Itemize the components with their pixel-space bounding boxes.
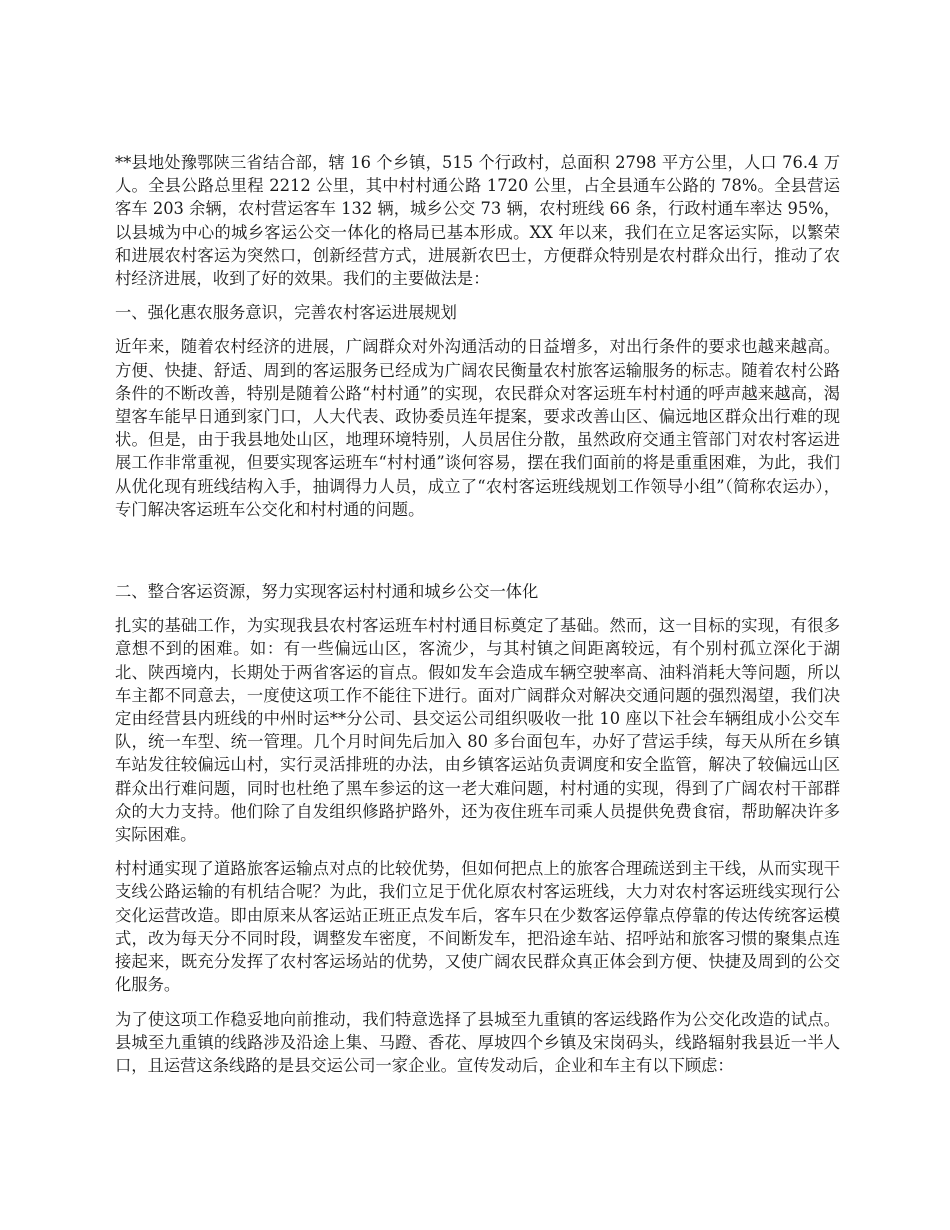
section-heading-1: 一、强化惠农服务意识，完善农村客运进展规划: [115, 303, 457, 323]
section-2-paragraph-2: 村村通实现了道路旅客运输点对点的比较优势，但如何把点上的旅客合理疏送到主干线，从而实现干支线公路运输的有机结合呢？为此，我们立足于优化原农村客运班线，大力对农村客运班线实现行公交化运营改造。即由原来从客运站正班正点发车后，客车只在少数客运停靠点停靠的传达传统客运模式，改为每天分不同时段，调整发车密度，不间断发车，把沿途车站、招呼站和旅客习惯的聚集点连接起来，既充分发挥了农村客运场站的优势，又使广阔农民群众真正体会到方便、快捷及周到的公交化服务。: [115, 859, 840, 995]
document-body: [115, 151, 840, 1088]
section-heading-2: 二、整合客运资源，努力实现客运村村通和城乡公交一体化: [115, 582, 539, 602]
section-1-paragraph: 近年来，随着农村经济的进展，广阔群众对外沟通活动的日益增多，对出行条件的要求也越来越高。方便、快捷、舒适、周到的客运服务已经成为广阔农民衡量农村旅客运输服务的标志。随着农村公路条件的不断改善，特别是随着公路“村村通”的实现，农民群众对客运班车村村通的呼声越来越高，渴望客车能早日通到家门口，人大代表、政协委员连年提案，要求改善山区、偏远地区群众出行难的现状。但是，由于我县地处山区，地理环境特别，人员居住分散，虽然政府交通主管部门对农村客运进展工作非常重视，但要实现客运班车“村村通”谈何容易，摆在我们面前的将是重重困难，为此，我们从优化现有班线结构入手，抽调得力人员，成立了“农村客运班线规划工作领导小组”（简称农运办），专门解决客运班车公交化和村村通的问题。: [115, 337, 840, 519]
section-2-paragraph-1: 扎实的基础工作，为实现我县农村客运班车村村通目标奠定了基础。然而，这一目标的实现，有很多意想不到的困难。如：有一些偏远山区，客流少，与其村镇之间距离较远，有个别村孤立深化于湖北、陕西境内，长期处于两省客运的盲点。假如发车会造成车辆空驶率高、油料消耗大等问题，所以车主都不同意去，一度使这项工作不能往下进行。面对广阔群众对解决交通问题的强烈渴望，我们决定由经营县内班线的中州时运**分公司、县交运公司组织吸收一批 10 座以下社会车辆组成小公交车队，统一车型、统一管理。几个月时间先后加入 80 多台面包车，办好了营运手续，每天从所在乡镇车站发往较偏远山村，实行灵活排班的办法，由乡镇客运站负责调度和安全监管，解决了较偏远山区群众出行难问题，同时也杜绝了黑车参运的这一老大难问题，村村通的实现，得到了广阔农村干部群众的大力支持。他们除了自发组织修路护路外，还为夜住班车司乘人员提供免费食宿，帮助解决许多实际困难。: [115, 616, 840, 845]
intro-paragraph: **县地处豫鄂陕三省结合部，辖 16 个乡镇，515 个行政村，总面积 2798 平方公里，人口 76.4 万人。全县公路总里程 2212 公里，其中村村通公路 1720 公里，占全县通车公路的 78%。全县营运客车 203 余辆，农村营运客车 132 辆，城乡公交 73 辆，农村班线 66 条，行政村通车率达 95%，以县城为中心的城乡客运公交一体化的格局已基本形成。XX 年以来，我们在立足客运实际，以繁荣和进展农村客运为突然口，创新经营方式，进展新农巴士，方便群众特别是农村群众出行，推动了农村经济进展，收到了好的效果。我们的主要做法是：: [115, 153, 840, 289]
section-2-paragraph-3: 为了使这项工作稳妥地向前推动，我们特意选择了县城至九重镇的客运线路作为公交化改造的试点。县城至九重镇的线路涉及沿途上集、马蹬、香花、厚坡四个乡镇及宋岗码头，线路辐射我县近一半人口，且运营这条线路的是县交运公司一家企业。宣传发动后，企业和车主有以下顾虑：: [115, 1009, 840, 1075]
section-spacer: [115, 532, 840, 580]
